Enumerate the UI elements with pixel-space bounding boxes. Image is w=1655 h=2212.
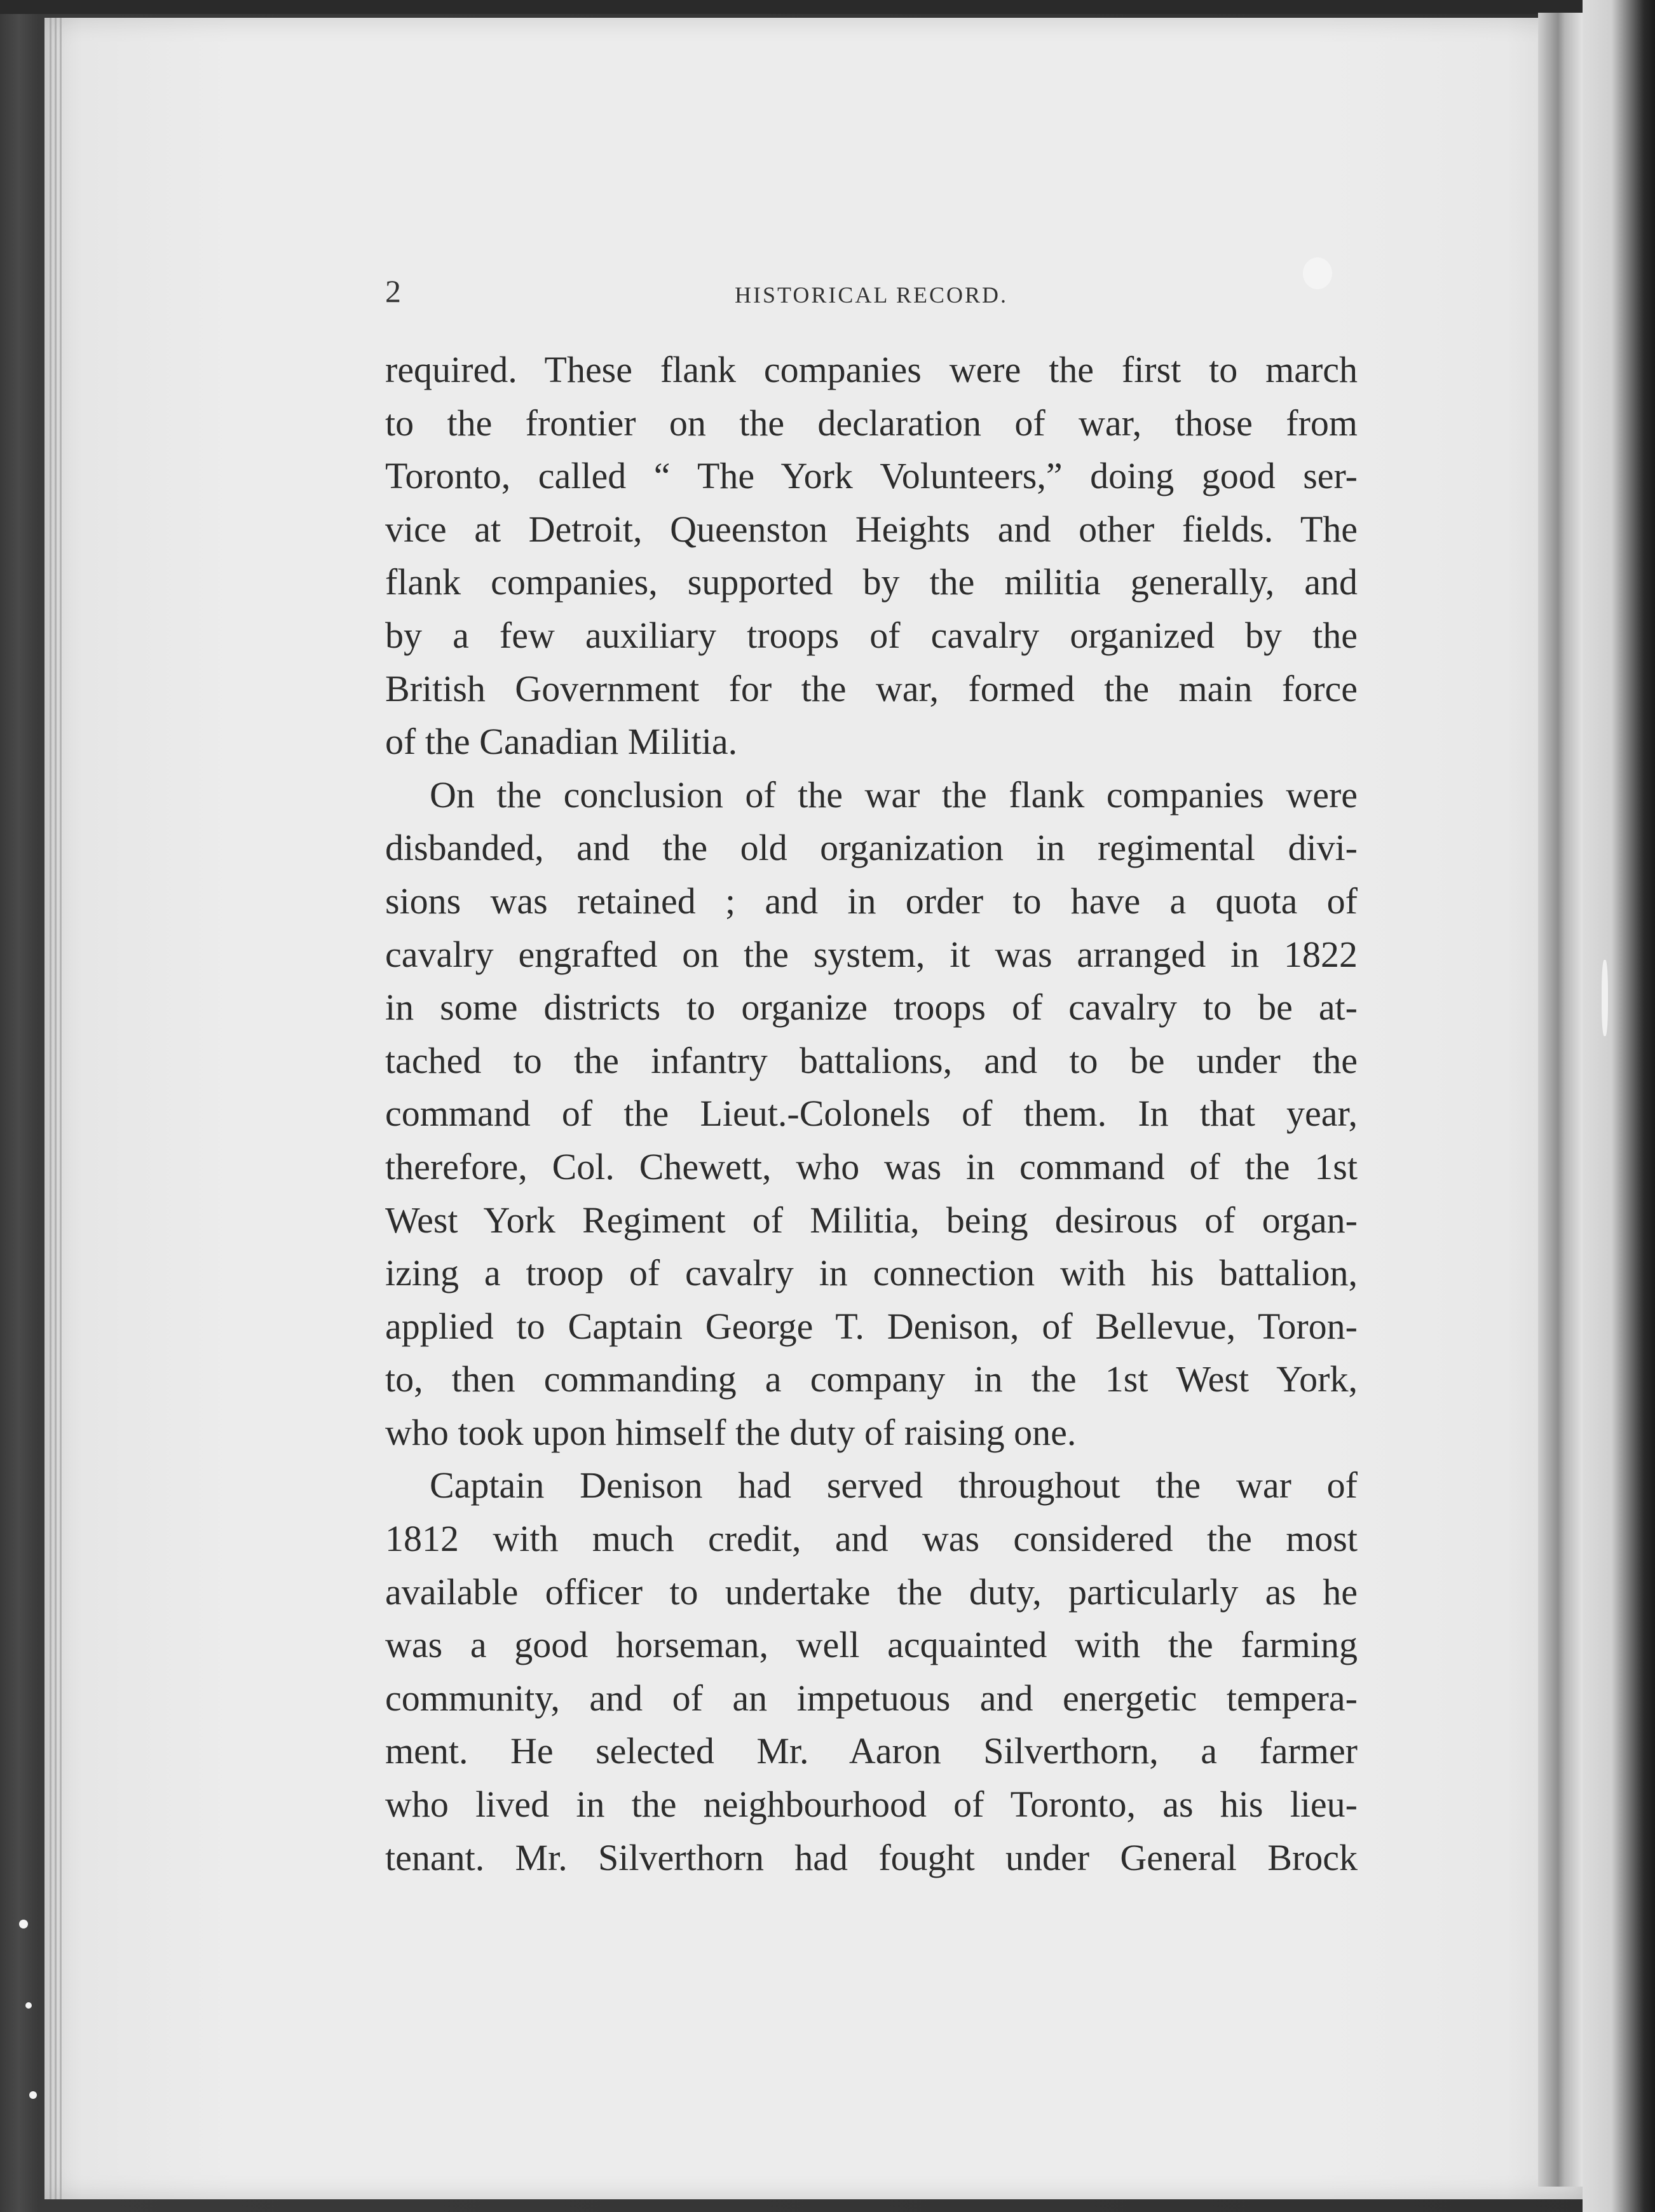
page-number: 2 [385,273,401,309]
text-line: cavalry engrafted on the system, it was arranged in 1822 [385,933,1358,975]
text-line: flank companies, supported by the militia generally, and [385,561,1358,603]
text-line: British Government for the war, formed the main force [385,667,1358,709]
scan-speck [1602,960,1608,1036]
facing-page-edge [1583,0,1655,2212]
text-line: izing a troop of cavalry in connection with his battalion, [385,1252,1358,1294]
text-line: community, and of an impetuous and energetic tempera- [385,1677,1358,1719]
text-line: available officer to undertake the duty, particularly as he [385,1571,1358,1613]
text-line: Toronto, called “ The York Volunteers,” doing good ser- [385,455,1358,497]
running-head: HISTORICAL RECORD. [734,282,1009,308]
text-line: tenant. Mr. Silverthorn had fought under General Brock [385,1836,1358,1878]
text-line: vice at Detroit, Queenston Heights and other fields. The [385,508,1358,550]
text-line: who lived in the neighbourhood of Toronto, as his lieu- [385,1784,1358,1826]
text-line: to, then commanding a company in the 1st West York, [385,1358,1358,1400]
text-line: Captain Denison had served throughout the war of [430,1464,1358,1506]
text-line: command of the Lieut.-Colonels of them. In that year, [385,1093,1358,1135]
text-line: 1812 with much credit, and was considered the most [385,1518,1358,1560]
text-line: ment. He selected Mr. Aaron Silverthorn, a farmer [385,1730,1358,1772]
scan-speck [25,2002,32,2009]
text-line: disbanded, and the old organization in regimental divi- [385,827,1358,869]
text-line: in some districts to organize troops of cavalry to be at- [385,987,1358,1028]
text-line: by a few auxiliary troops of cavalry organized by the [385,614,1358,656]
body-text [385,343,1358,1884]
text-line: On the conclusion of the war the flank companies were [430,774,1358,816]
page-edge [60,18,62,2199]
text-line: of the Canadian Militia. [385,721,738,763]
scan-speck [19,1920,28,1929]
text-line: applied to Captain George T. Denison, of Bellevue, Toron- [385,1305,1358,1347]
page-header [385,272,1358,310]
book-gutter [1538,13,1583,2187]
page-edge [55,18,57,2199]
text-line: therefore, Col. Chewett, who was in command of the 1st [385,1145,1358,1187]
scan-speck [29,2091,37,2099]
text-line: who took upon himself the duty of raising one. [385,1411,1077,1453]
text-line: tached to the infantry battalions, and to be under the [385,1039,1358,1081]
text-line: to the frontier on the declaration of war, those from [385,402,1358,444]
page-edge [50,18,51,2199]
text-line: sions was retained ; and in order to have a quota of [385,880,1358,922]
scan-top-edge [0,0,1655,14]
text-line: was a good horseman, well acquainted with the farming [385,1624,1358,1666]
text-line: required. These flank companies were the first to march [385,349,1358,390]
text-line: West York Regiment of Militia, being desirous of organ- [385,1199,1358,1241]
